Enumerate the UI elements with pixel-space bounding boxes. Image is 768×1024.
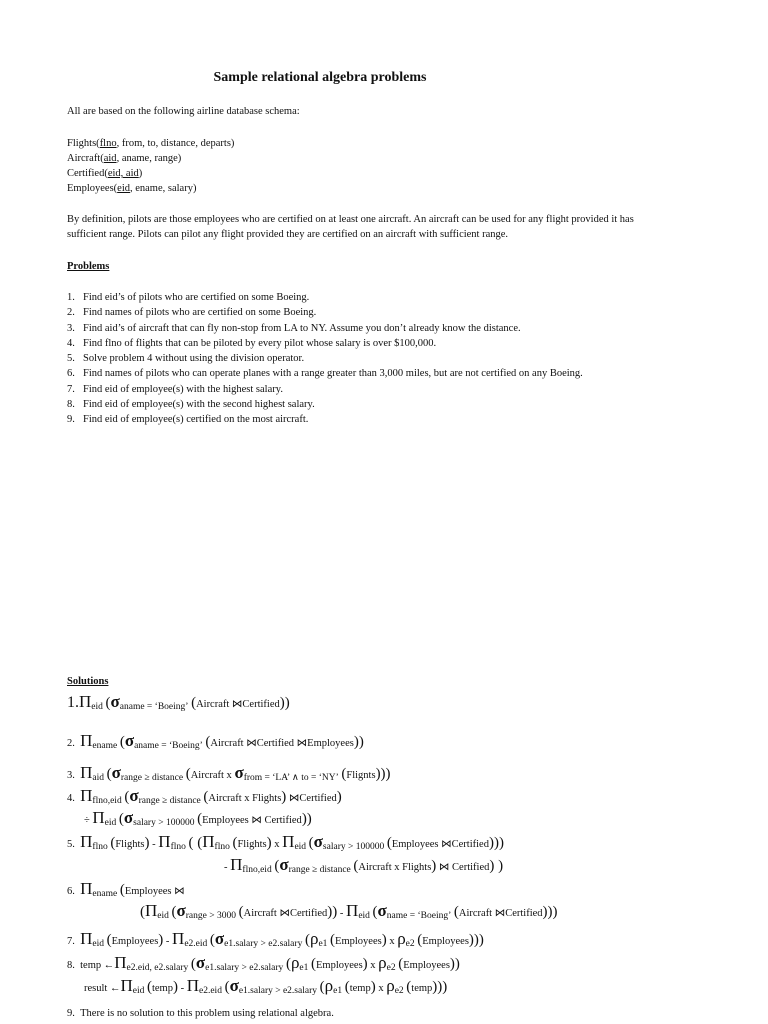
solution-3: 3. $\Pi_{aid}$ ($\sigma_{range \ge distance}$ (Aircraft x $\sigma_{from = ‘LA’ \wedge to = ‘NY’}$ (Flignts))) <box>67 763 391 783</box>
definition-paragraph: By definition, pilots are those employees who are certified on at least one aircraft. An aircraft can be used for any flight provided it has sufficient range. Pilots can pilot any flight provided they are certified on an aircraft with sufficient range. <box>67 214 634 240</box>
solution-1: $1.\Pi_{eid}$ ($\sigma_{aname = ‘Boeing’}$ (Aircraft ⋈Certified)) <box>67 692 290 712</box>
list-item: 4. Find flno of flights that can be piloted by every pilot whose salary is over $100,000. <box>67 337 437 349</box>
solution-4: 4. $\Pi_{flno,eid}$ ($\sigma_{range \ge distance}$ (Aircraft x Flights) ⋈Certified) <box>67 786 342 806</box>
solution-6: 6. $\Pi_{ename}$ (Employees ⋈ <box>67 879 185 899</box>
schema-block <box>67 136 234 196</box>
solution-5-cont: - $\Pi_{flno,eid}$ ($\sigma_{range \ge distance}$ (Aircraft x Flights) ⋈ Certified) ) <box>224 855 504 875</box>
list-item: 1. Find eid’s of pilots who are certified on some Boeing. <box>67 292 310 303</box>
solution-2: 2. $\Pi_{ename}$ ($\sigma_{aname = ‘Boeing’}$ (Aircraft ⋈Certified ⋈Employees)) <box>67 731 364 751</box>
schema-aircraft: Aircraft(aid, aname, range) <box>67 153 182 164</box>
solution-7: 7. $\Pi_{eid}$ (Employees) - $\Pi_{e2.eid}$ ($\sigma_{e1.salary > e2.salary}$ ($\rho_{e1}$ (Employees) x $\rho_{e2}$ (Employees))) <box>67 929 484 949</box>
schema-certified: Certified(eid, aid) <box>67 168 143 179</box>
solution-5: 5. $\Pi_{flno}$ (Flights) - $\Pi_{flno}$ ( ($\Pi_{flno}$ (Flights) x $\Pi_{eid}$ ($\sigma_{salary > 100000}$ (Employees ⋈Certified))) <box>67 832 504 852</box>
problems-list <box>67 290 687 428</box>
schema-employees: Employees(eid, ename, salary) <box>67 183 197 194</box>
list-item: 6. Find names of pilots who can operate planes with a range greater than 3,000 miles, but are not certified on any Boeing. <box>67 368 583 380</box>
solution-8-cont: result $\leftarrow\Pi_{eid}$ (temp) - $\Pi_{e2.eid}$ ($\sigma_{e1.salary > e2.salary}$ ($\rho_{e1}$ (temp) x $\rho_{e2}$ (temp))) <box>84 976 448 996</box>
list-item: 2. Find names of pilots who are certified on some Boeing. <box>67 307 317 319</box>
intro-line: All are based on the following airline database schema: <box>67 106 300 117</box>
solutions-heading: Solutions <box>67 676 109 687</box>
list-item: 3. Find aid’s of aircraft that can fly non-stop from LA to NY. Assume you don’t already know the distance. <box>67 322 521 334</box>
page-title: Sample relational algebra problems <box>213 70 427 85</box>
solution-4-cont: ÷ $\Pi_{eid}$ ($\sigma_{salary > 100000}$ (Employees ⋈ Certified)) <box>84 808 312 828</box>
solution-8: 8. temp $\leftarrow\Pi_{e2.eid, e2.salary}$ ($\sigma_{e1.salary > e2.salary}$ ($\rho_{e1}$ (Employees) x $\rho_{e2}$ (Employees)) <box>67 953 460 973</box>
list-item: 5. Solve problem 4 without using the division operator. <box>67 353 305 365</box>
list-item: 9. Find eid of employee(s) certified on the most aircraft. <box>67 414 309 426</box>
problems-heading: Problems <box>67 261 110 272</box>
schema-flights: Flights(flno, from, to, distance, departs) <box>67 138 235 149</box>
list-item: 8. Find eid of employee(s) with the second highest salary. <box>67 399 315 411</box>
list-item: 7. Find eid of employee(s) with the highest salary. <box>67 383 283 395</box>
solution-6-cont: ($\Pi_{eid}$ ($\sigma_{range > 3000}$ (Aircraft ⋈Certified)) - $\Pi_{eid}$ ($\sigma_{name = ‘Boeing’}$ (Aircraft ⋈Certified))) <box>140 901 558 921</box>
solution-9: 9. There is no solution to this problem using relational algebra. <box>67 1008 334 1019</box>
